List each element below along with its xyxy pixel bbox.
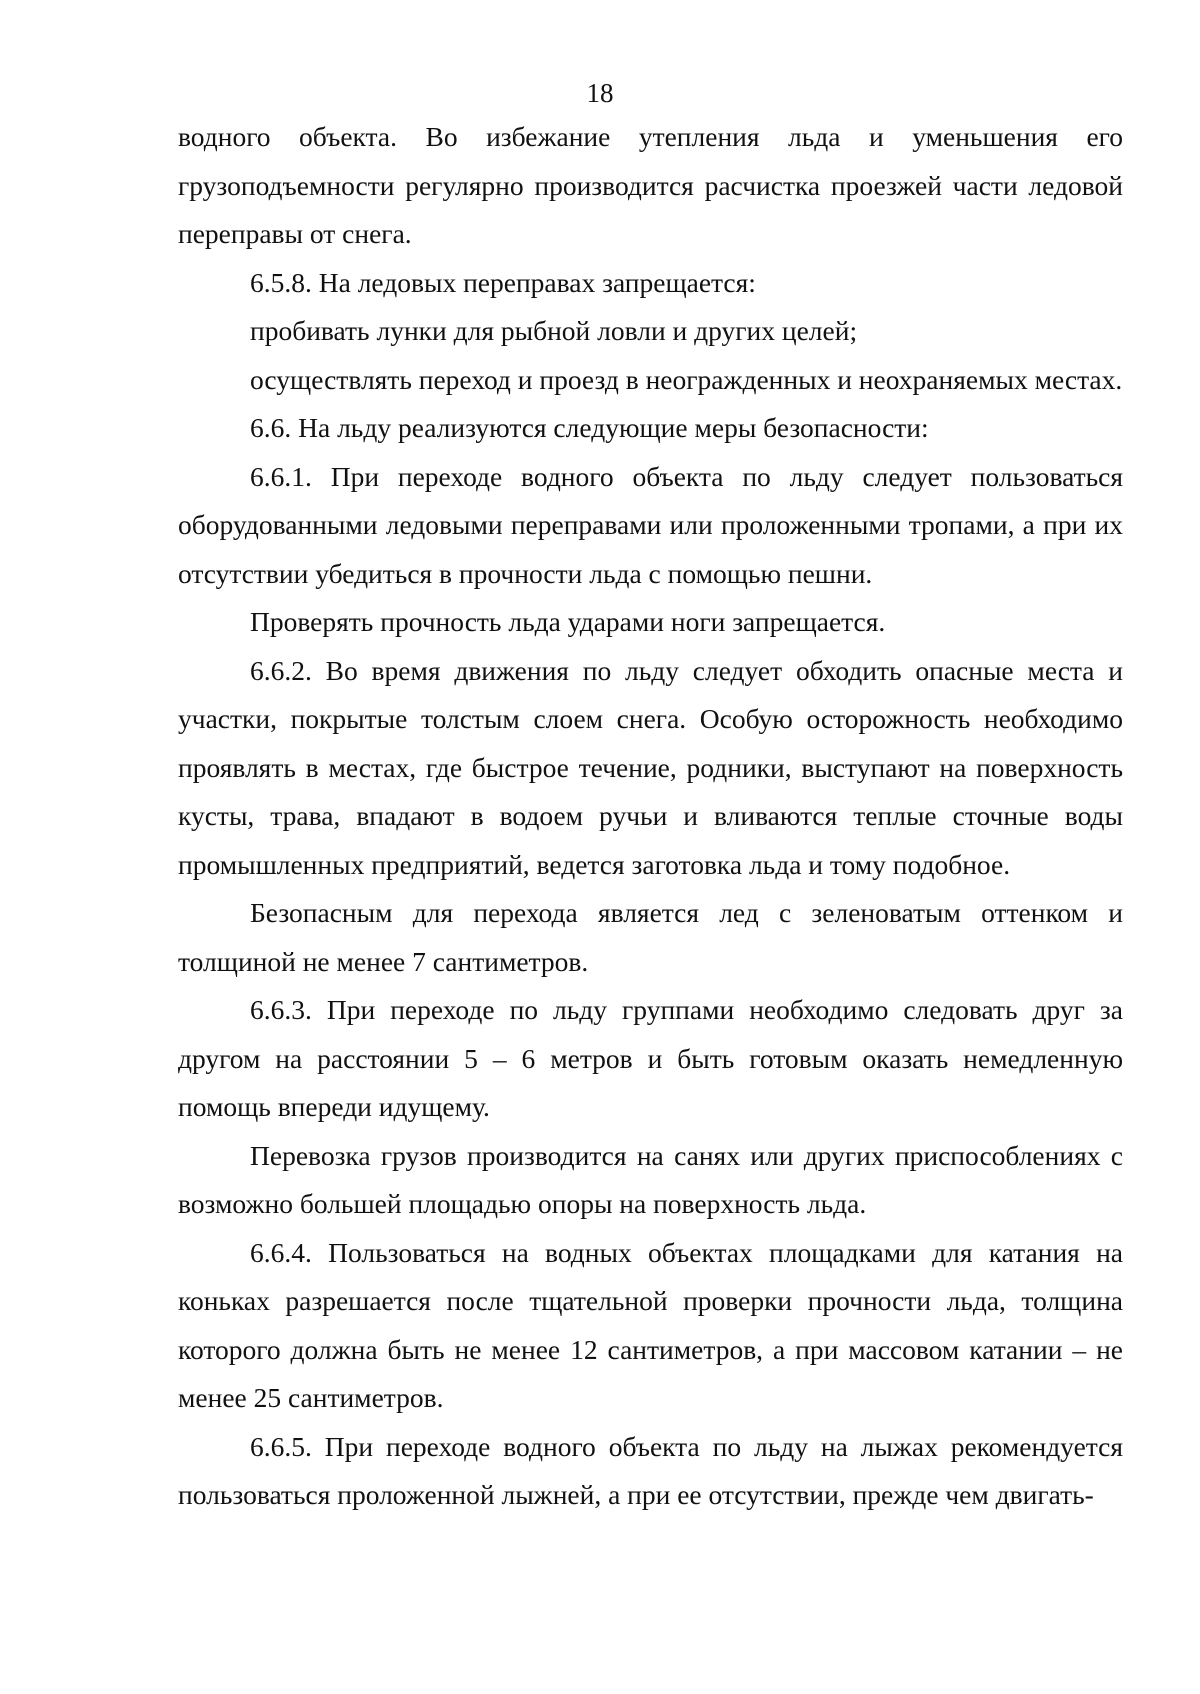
paragraph-6-6-3: 6.6.3. При переходе по льду группами необходимо следовать друг за другом на расстоянии 5 – 6 метров и быть готовым оказать немедленную помощь впереди идущему. <box>178 994 1123 1122</box>
paragraph-prohibition-crossing: осуществлять переход и проезд в неогражденных и неохраняемых местах. <box>250 363 1123 395</box>
paragraph-cargo: Перевозка грузов производится на санях или других приспособлениях с возможно большей площадью опоры на поверхность льда. <box>178 1139 1123 1219</box>
page-number: 18 <box>586 78 614 108</box>
paragraph-safe-ice: Безопасным для перехода является лед с зеленоватым оттенком и толщиной не менее 7 сантиметров. <box>178 897 1123 977</box>
paragraph-6-5-8: 6.5.8. На ледовых переправах запрещается: <box>250 266 756 298</box>
paragraph-prohibition-holes: пробивать лунки для рыбной ловли и других целей; <box>250 315 858 346</box>
paragraph-6-6-5: 6.6.5. При переходе водного объекта по льду на лыжах рекомендуется пользоваться проложенной лыжней, а при ее отсутствии, прежде чем двигать- <box>178 1430 1123 1510</box>
document-body <box>178 113 1123 1520</box>
paragraph-6-6-1: 6.6.1. При переходе водного объекта по льду следует пользоваться оборудованными ледовыми переправами или проложенными тропами, а при их отсутствии убедиться в прочности льда с помощью пешни. <box>178 460 1123 589</box>
paragraph-continuation: водного объекта. Во избежание утепления льда и уменьшения его грузоподъемности регулярно производится расчистка проезжей части ледовой переправы от снега. <box>178 121 1123 249</box>
paragraph-6-6-2: 6.6.2. Во время движения по льду следует обходить опасные места и участки, покрытые толстым слоем снега. Особую осторожность необходимо проявлять в местах, где быстрое течение, родники, выступают на поверхность кусты, трава, впадают в водоем ручьи и вливаются теплые сточные воды промышленных предприятий, ведется заготовка льда и тому подобное. <box>178 654 1123 880</box>
paragraph-ice-check: Проверять прочность льда ударами ноги запрещается. <box>250 606 886 637</box>
paragraph-6-6-4: 6.6.4. Пользоваться на водных объектах площадками для катания на коньках разрешается после тщательной проверки прочности льда, толщина которого должна быть не менее 12 сантиметров, а при массовом катании – не менее 25 сантиметров. <box>178 1236 1123 1413</box>
paragraph-6-6: 6.6. На льду реализуются следующие меры безопасности: <box>250 412 929 443</box>
